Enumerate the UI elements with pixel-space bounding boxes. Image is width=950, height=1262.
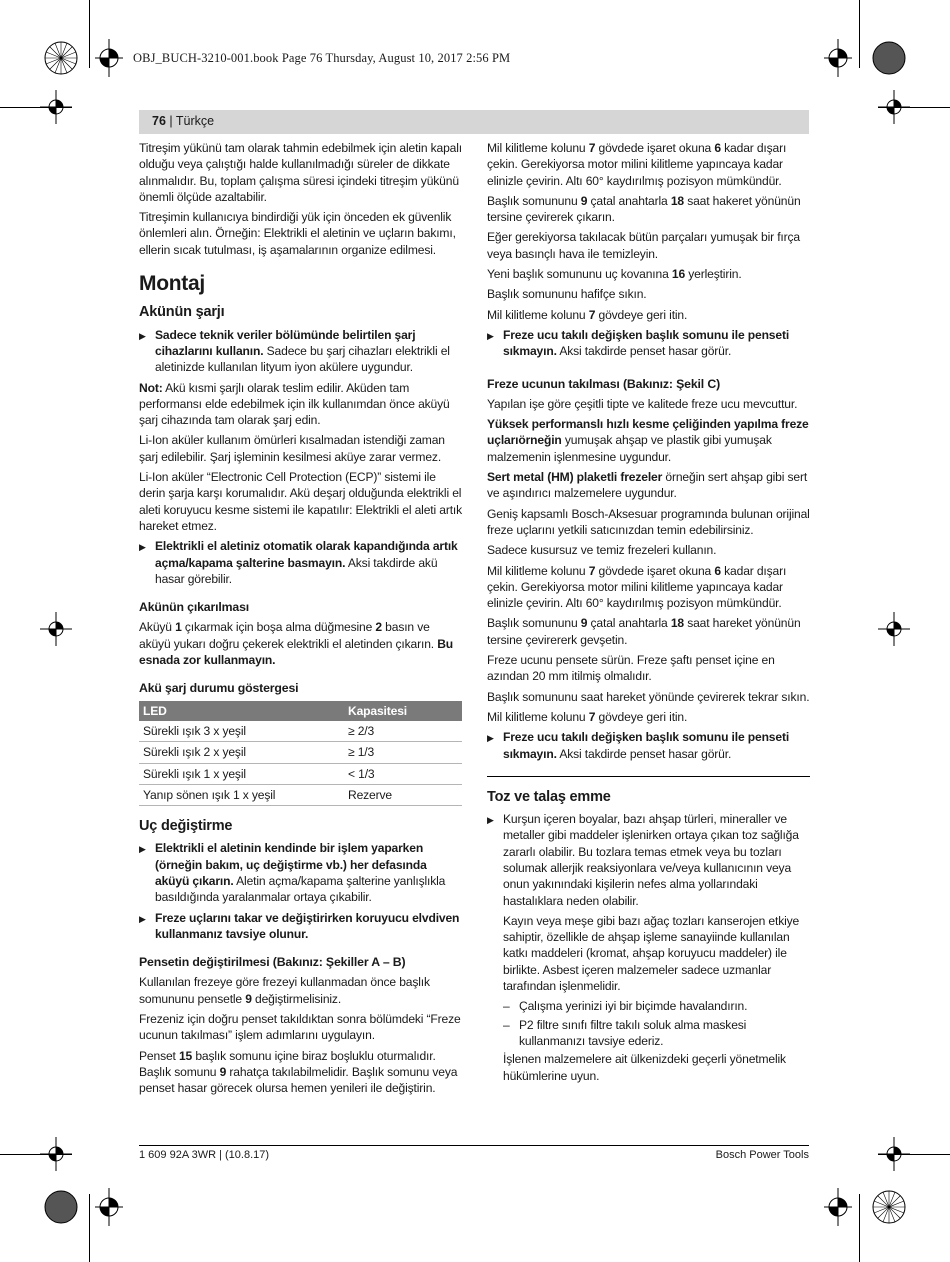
registration-mark — [40, 1137, 72, 1173]
text: rahatça takılabilmelidir. Başlık somunu veya penset hasar görecek olursa hemen yenileri ile değiştirin. — [139, 1064, 458, 1096]
part-number: 16 — [671, 267, 686, 282]
table-row — [139, 742, 462, 763]
registration-mark — [93, 37, 125, 79]
text: çatal anahtarla — [587, 193, 671, 208]
paragraph: Başlık somununu saat hareket yönünde çevirerek tekrar sıkın. — [487, 689, 810, 704]
text: Aküyü — [139, 620, 176, 635]
bullet-bold: Freze ucu takılı değişken başlık somunu ile penseti sıkmayın. — [503, 327, 790, 359]
table-cell: Sürekli ışık 3 x yeşil — [139, 721, 344, 742]
registration-mark — [40, 37, 82, 79]
part-number: 7 — [588, 709, 596, 724]
warning-bullet — [487, 327, 810, 360]
dash-mark: – — [503, 999, 510, 1014]
text: Çalışma yerinizi iyi bir biçimde havalandırın. — [519, 999, 748, 1014]
part-number: 2 — [375, 620, 382, 635]
charge-status-table — [139, 701, 462, 806]
text: çatal anahtarla — [587, 616, 671, 631]
text: Yeni başlık somununu uç kovanına — [487, 267, 672, 282]
text: kadar dışarı çekin. Gerekiyorsa motor milini kilitleme yapıncaya kadar elinizle çevirin. Altı 60° kaydırılmış pozisyon mümkündür. — [487, 141, 787, 188]
registration-mark — [93, 1186, 125, 1228]
part-number: 18 — [670, 193, 684, 208]
part-number: 7 — [588, 563, 596, 578]
registration-mark — [40, 90, 72, 126]
text: yerleştirin. — [685, 267, 742, 282]
left-column — [139, 140, 462, 1101]
footer-brand: Bosch Power Tools — [715, 1149, 809, 1161]
page-header — [152, 114, 214, 128]
header-language: Türkçe — [175, 114, 215, 128]
crop-mark — [89, 1194, 90, 1262]
text: Başlık somununu — [487, 193, 581, 208]
page-number: 76 — [152, 114, 166, 128]
table-cell: < 1/3 — [344, 763, 462, 784]
subsection-title-aku-sarj-durumu: Akü şarj durumu göstergesi — [139, 681, 299, 696]
paragraph — [139, 974, 462, 1007]
part-number: 18 — [670, 616, 684, 631]
registration-mark — [868, 37, 910, 79]
note-text: Akü kısmi şarjlı olarak teslim edilir. Aküden tam performansı elde edebilmek için ilk kullanımdan önce aküyü şarj cihazında tam olarak şarj edin. — [139, 380, 450, 428]
note-paragraph — [139, 380, 462, 429]
crop-mark — [859, 0, 860, 68]
bullet-text: Sadece bu şarj cihazları elektrikli el aletinizde kullanılan lityum iyon akülere uygundur. — [155, 343, 450, 375]
text: kadar dışarı çekin. Gerekiyorsa motor milini kilitleme yapıncaya kadar elinizle çevirin. Altı 60° kaydırılmış pozisyon mümkündür. — [487, 563, 787, 611]
dash-item — [487, 1017, 810, 1050]
registration-mark — [878, 612, 910, 648]
text: Mil kilitleme kolunu — [487, 709, 589, 724]
paragraph — [487, 416, 810, 465]
text: başlık somunu içine biraz boşluklu oturmalıdır. Başlık somunu — [139, 1048, 436, 1079]
subsection-title-akunun-sarji: Akünün şarjı — [139, 304, 225, 321]
bullet-text: Aksi takdirde akü hasar görebilir. — [155, 555, 438, 586]
paragraph: Kayın veya meşe gibi bazı ağaç tozları kanserojen etkiye sahiptir, özellikle de ahşap işleme sanayiinde kullanılan katkı maddeleri (kromat, ahşap koruyucu maddeler) ile birlikte. Asbest içeren malzemeler sadece uzmanlar tarafından işlenmelidir. — [503, 913, 800, 994]
text: saat hakeret yönünün tersine çevirerek çıkarın. — [487, 193, 801, 225]
part-number: 9 — [245, 991, 252, 1006]
subsection-title-uc-degistirme: Uç değiştirme — [139, 818, 233, 835]
paragraph — [487, 469, 810, 502]
dash-item — [487, 998, 810, 1014]
part-number: 9 — [219, 1064, 227, 1079]
part-number: 9 — [580, 193, 588, 208]
table-cell: ≥ 2/3 — [344, 721, 462, 742]
paragraph — [487, 193, 810, 226]
paragraph: Sadece kusursuz ve temiz frezeleri kullanın. — [487, 543, 717, 558]
bullet-bold: Freze ucu takılı değişken başlık somunu ile penseti sıkmayın. — [503, 730, 790, 761]
paragraph: Titreşimin kullanıcıya bindirdiği yük için önceden ek güvenlik önlemleri alın. Örneğin: Elektrikli el aletinin ve uçların bakımı, ellerin sıcak tutulması, iş aşamalarının organize edilmesi. — [139, 210, 456, 257]
paragraph: Geniş kapsamlı Bosch-Aksesuar programında bulunan orijinal freze uçlarını yetkili satıcınızdan temin edebilirsiniz. — [487, 506, 810, 537]
text: örneğin sert ahşap gibi sert ve aşındırıcı malzemelere uygundur. — [487, 470, 808, 501]
subsection-title-akunun-cikarilmasi: Akünün çıkarılması — [139, 600, 250, 615]
paragraph — [487, 709, 810, 725]
part-number: 1 — [175, 620, 182, 635]
table-header-capacity: Kapasitesi — [344, 701, 462, 721]
paragraph: Eğer gerekiyorsa takılacak bütün parçaları yumuşak bir fırça veya basınçlı hava ile temizleyin. — [487, 230, 800, 261]
footer-rule — [139, 1145, 809, 1146]
text: gövdeye geri itin. — [595, 307, 688, 322]
table-cell: Yanıp sönen ışık 1 x yeşil — [139, 784, 344, 805]
part-number: 6 — [714, 141, 721, 155]
bold-text: Bu esnada zor kullanmayın. — [139, 636, 454, 668]
text: Penset — [139, 1048, 179, 1063]
bullet-text: Aletin açma/kapama şalterine yanlışlıkla basıldığında yaralanmalar ortaya çıkabilir. — [155, 873, 446, 905]
dash-mark: – — [503, 1017, 510, 1032]
text: değiştirmelisiniz. — [251, 991, 342, 1006]
text: Mil kilitleme kolunu — [487, 307, 589, 322]
text: Mil kilitleme kolunu — [487, 563, 589, 578]
paragraph — [487, 266, 810, 282]
text: P2 filtre sınıfı filtre takılı soluk alma maskesi kullanmanızı tavsiye ederiz. — [519, 1017, 747, 1048]
bullet-bold: Sadece teknik veriler bölümünde belirtilen şarj cihazlarını kullanın. — [155, 327, 416, 358]
text: basın ve aküyü yukarı doğru çekerek elektrikli el aletinden çıkarın. — [139, 620, 438, 651]
text: çıkarmak için boşa alma düğmesine — [181, 620, 376, 635]
bullet-text: Aksi takdirde penset hasar görür. — [556, 344, 732, 359]
footer-doc-number: 1 609 92A 3WR | (10.8.17) — [139, 1149, 270, 1161]
warning-bullet — [139, 538, 462, 587]
table-header-row — [139, 701, 462, 721]
registration-mark — [822, 1186, 854, 1228]
paragraph: Freze ucunu pensete sürün. Freze şaftı penset içine en azından 20 mm itilmiş olmalıdır. — [487, 653, 775, 684]
subsection-title-freze-ucunun: Freze ucunun takılması (Bakınız: Şekil C) — [487, 376, 721, 391]
warning-bullet — [139, 840, 462, 905]
paragraph — [139, 619, 462, 668]
text: Mil kilitleme kolunu — [487, 141, 589, 155]
registration-mark — [822, 37, 854, 79]
text: saat hareket yönünün tersine çevirererk gevşetin. — [487, 616, 801, 647]
paragraph — [139, 1048, 462, 1097]
table-header-led: LED — [139, 701, 344, 721]
paragraph: Li-Ion aküler “Electronic Cell Protection (ECP)” sistemi ile derin şarja karşı korumalıdır. Akü deşarj olduğunda elektrikli el aleti koruyucu kesme sistemi ile kapatılır: Elektrikli el aleti artık hareket etmez. — [139, 470, 463, 533]
crop-mark — [89, 0, 90, 68]
table-row — [139, 784, 462, 805]
part-number: 7 — [588, 141, 596, 155]
bold-text: Yüksek performanslı hızlı kesme çeliğinden yapılma freze uçlarıörneğin — [487, 417, 809, 448]
paragraph — [487, 307, 810, 323]
warning-bullet — [139, 910, 462, 943]
bullet-bold: Freze uçlarını takar ve değiştirirken koruyucu elvdiven kullanmanız tavsiye olunur. — [155, 910, 460, 941]
note-label: Not: — [139, 380, 163, 395]
paragraph — [487, 563, 810, 612]
subsection-title-pensetin: Pensetin değiştirilmesi (Bakınız: Şekiller A – B) — [139, 955, 406, 970]
bullet-bold: Elektrikli el aletiniz otomatik olarak kapandığında artık açma/kapama şalterine basmayın. — [155, 539, 458, 570]
paragraph: Titreşim yükünü tam olarak tahmin edebilmek için aletin kapalı olduğu veya çalıştığı halde kullanılmadığı süreler de dikkate alınmalıdır. Bu, toplam çalışma süresi içindeki titreşim yükünü önemli ölçüde azaltabilir. — [139, 141, 462, 204]
warning-bullet: ▶ Kurşun içeren boyalar, bazı ahşap türleri, mineraller ve metaller gibi maddeler işlenirken ortaya çıkan toz sağlığa zararlı olabilir. Bu tozlara temas etmek veya bu tozları solumak allerjik reaksiyonlara ve/veya kullanıcının veya onun yakınındaki kişilerin nefes alma yollarındaki hastalıklara neden olabilir. — [487, 811, 810, 909]
warning-bullet — [487, 729, 810, 762]
text: gövdede işaret okuna — [595, 563, 715, 578]
bold-text: Sert metal (HM) plaketli frezeler — [487, 470, 663, 485]
part-number: 6 — [714, 563, 721, 578]
registration-mark — [40, 612, 72, 648]
subsection-title-toz: Toz ve talaş emme — [487, 788, 611, 805]
table-row — [139, 721, 462, 742]
bullet-bold: Elektrikli el aletinin kendinde bir işlem yaparken (örneğin bakım, uç değiştirme vb.) her defasında aküyü çıkarın. — [155, 841, 427, 888]
table-cell: Sürekli ışık 2 x yeşil — [139, 742, 344, 763]
table-cell: ≥ 1/3 — [344, 742, 462, 763]
text: Kullanılan frezeye göre frezeyi kullanmadan önce başlık somununu pensetle — [139, 975, 430, 1006]
table-cell: Rezerve — [344, 784, 462, 805]
table-row — [139, 763, 462, 784]
crop-mark — [859, 1194, 860, 1262]
right-column — [487, 140, 810, 1088]
header-separator: | — [165, 114, 176, 128]
registration-mark — [878, 90, 910, 126]
paragraph: Li-Ion aküler kullanım ömürleri kısalmadan istendiği zaman şarj edilebilir. Şarj işleminin kesilmesi aküye zarar vermez. — [139, 433, 445, 464]
part-number: 15 — [178, 1048, 193, 1063]
text: yumuşak ahşap ve plastik gibi yumuşak malzemenin işlenmesine uygundur. — [487, 433, 772, 464]
text: gövdeye geri itin. — [595, 709, 688, 724]
registration-mark — [40, 1186, 82, 1228]
paragraph: İşlenen malzemelere ait ülkenizdeki geçerli yönetmelik hükümlerine uyun. — [503, 1052, 786, 1083]
paragraph: Frezeniz için doğru penset takıldıktan sonra bölümdeki “Freze ucunun takılması” işlem adımlarını uygulayın. — [139, 1012, 461, 1043]
print-slug: OBJ_BUCH-3210-001.book Page 76 Thursday, August 10, 2017 2:56 PM — [133, 51, 511, 65]
section-title-montaj: Montaj — [139, 272, 205, 296]
paragraph: Yapılan işe göre çeşitli tipte ve kalitede freze ucu mevcuttur. — [487, 396, 798, 411]
table-cell: Sürekli ışık 1 x yeşil — [139, 763, 344, 784]
registration-mark — [868, 1186, 910, 1228]
paragraph: Başlık somununu hafifçe sıkın. — [487, 287, 647, 302]
bullet-text: Aksi takdirde penset hasar görür. — [556, 746, 732, 761]
section-divider — [487, 776, 810, 781]
paragraph — [487, 615, 810, 648]
registration-mark — [878, 1137, 910, 1173]
text: Başlık somununu — [487, 616, 581, 631]
part-number: 9 — [580, 616, 588, 631]
page-header-bar — [139, 110, 809, 134]
paragraph — [487, 140, 810, 189]
text: gövdede işaret okuna — [595, 141, 715, 155]
warning-bullet — [139, 327, 462, 376]
part-number: 7 — [588, 307, 596, 322]
